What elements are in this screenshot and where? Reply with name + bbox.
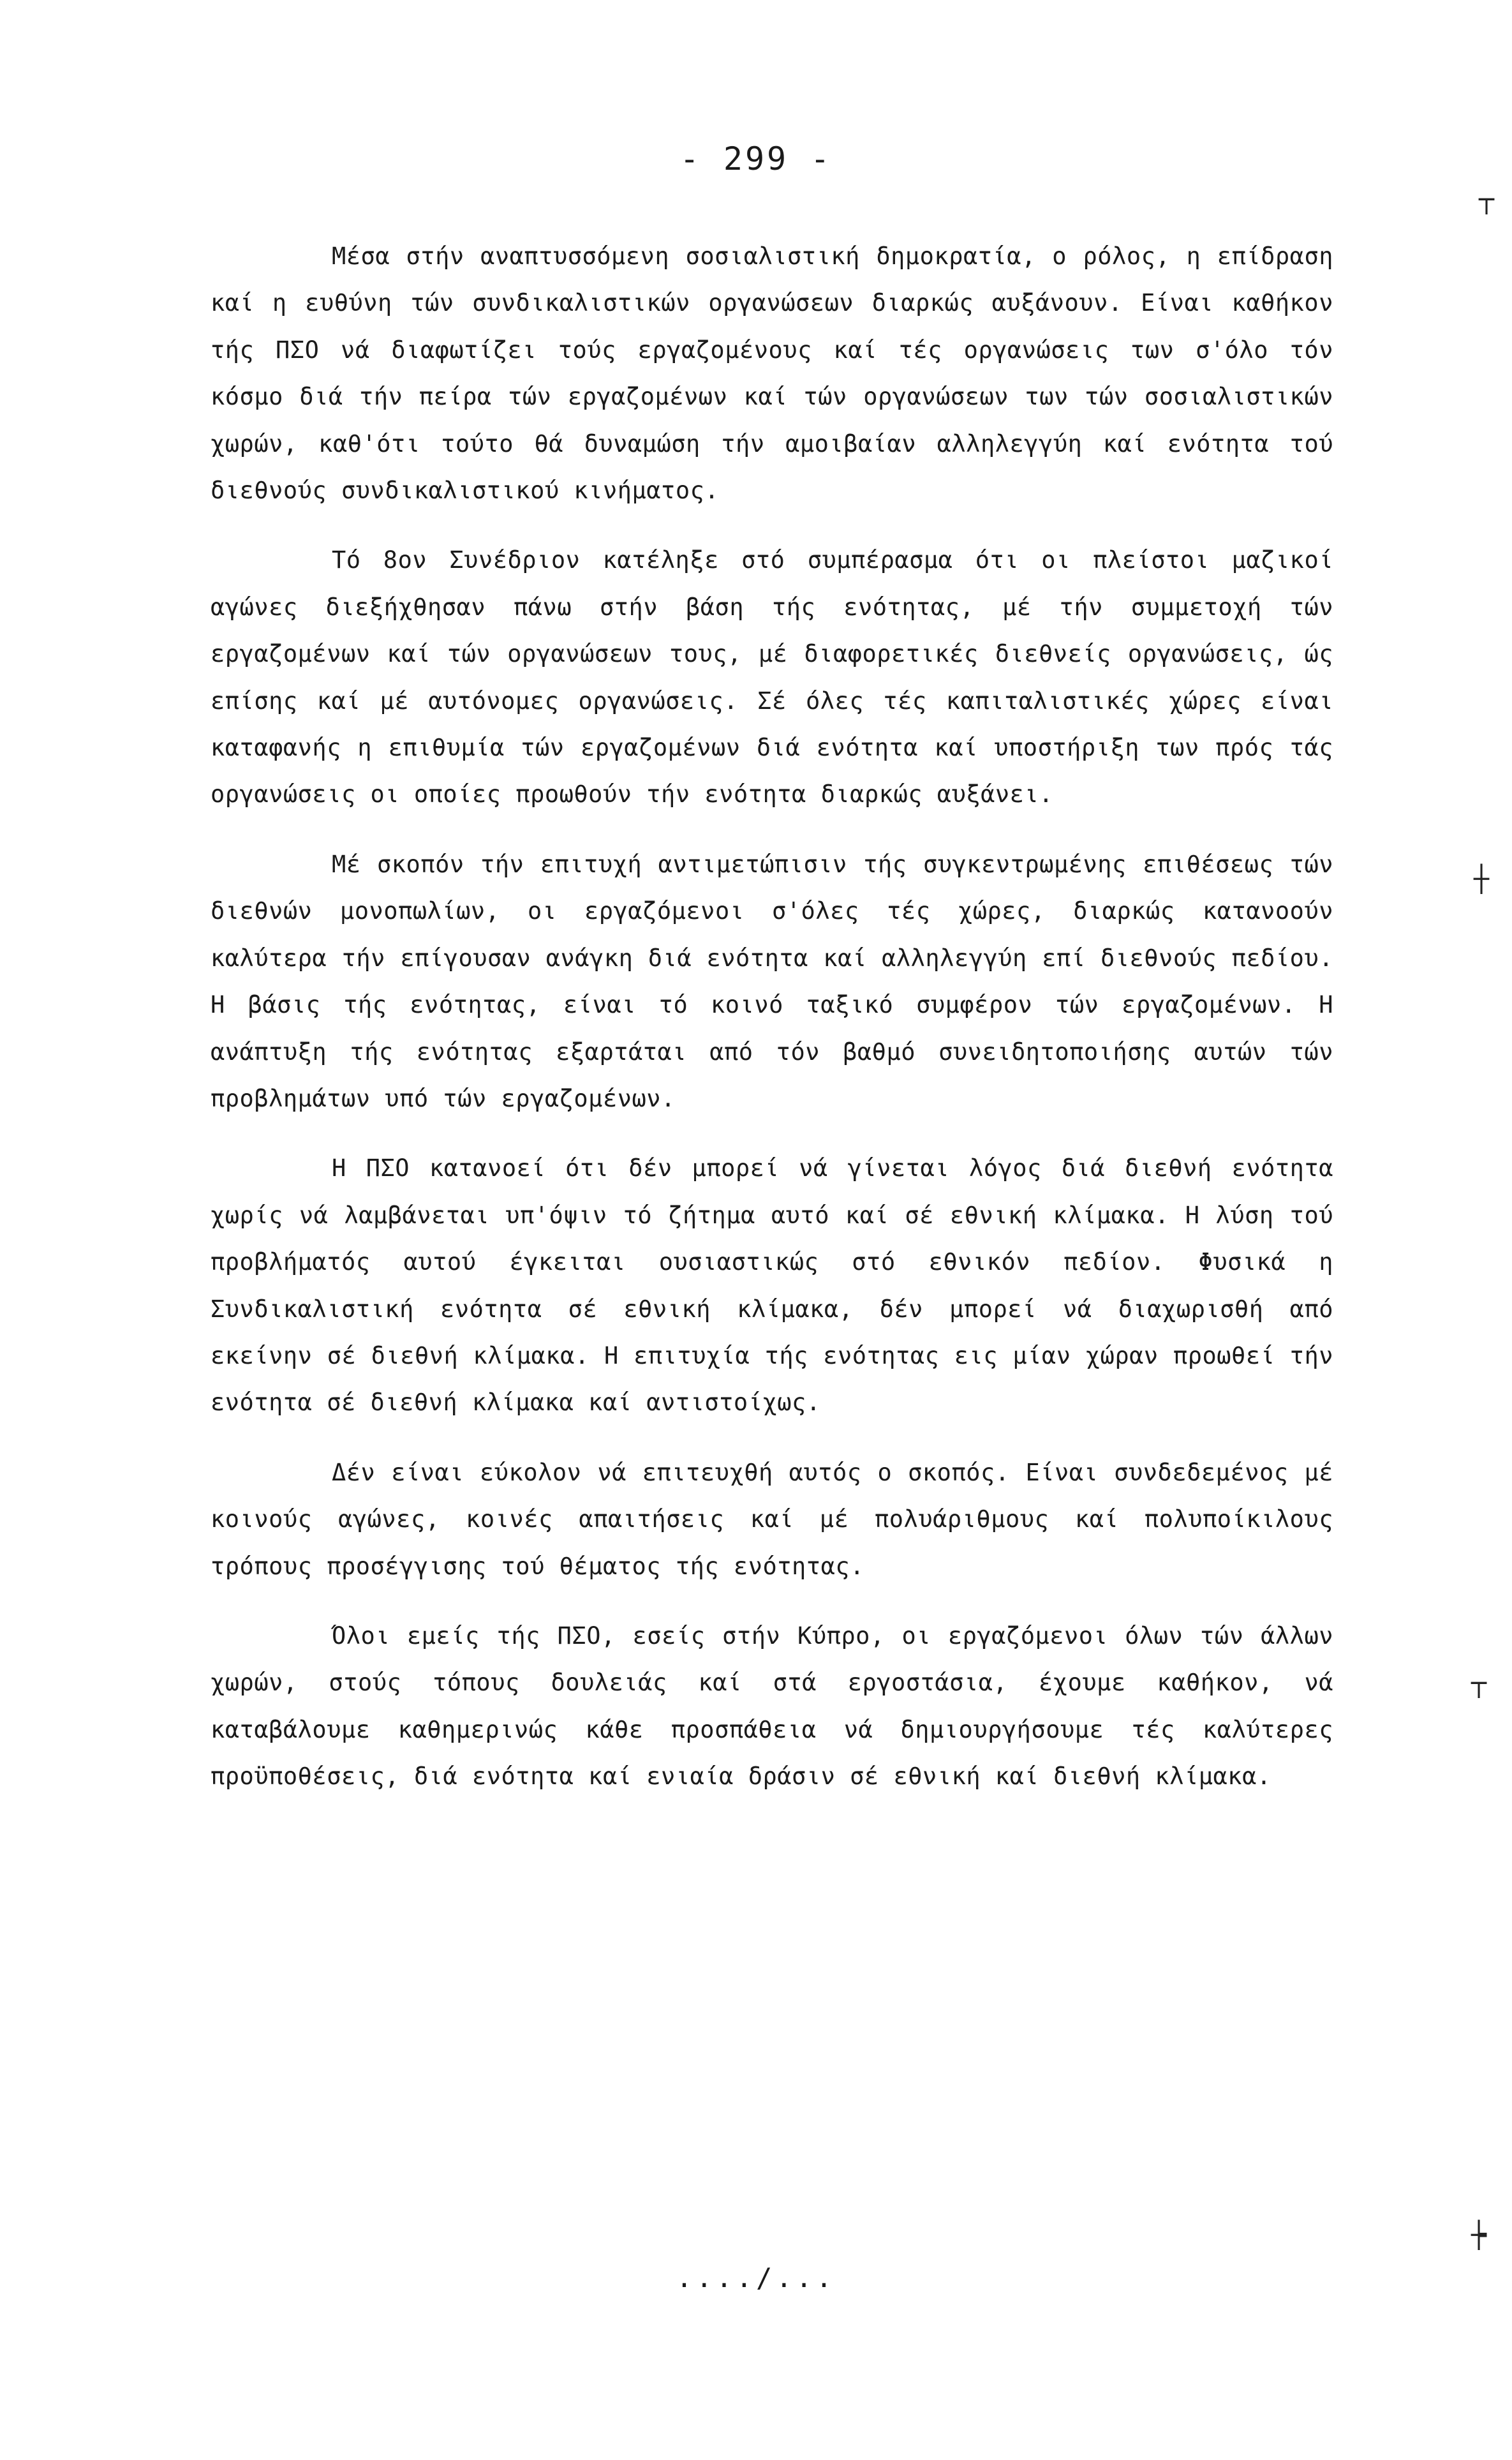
paragraph-2: Τό 8ον Συνέδριον κατέληξε στό συμπέρασμα ότι οι πλείστοι μαζικοί αγώνες διεξήχθησαν πάνω στήν βάση τής ενότητας, μέ τήν συμμετοχή τών εργαζομένων καί τών οργανώσεων τους, μέ διαφορετικές διεθνείς οργανώσεις, ώς επίσης καί μέ αυτόνομες οργανώσεις. Σέ όλες τές καπιταλιστικές χώρες είναι καταφανής η επιθυμία τών εργαζομένων διά ενότητα καί υποστήριξη των πρός τάς οργανώσεις οι οποίες προωθούν τήν ενότητα διαρκώς αυξάνει. [211, 546, 1333, 809]
paragraph-4: Η ΠΣΟ κατανοεί ότι δέν μπορεί νά γίνεται λόγος διά διεθνή ενότητα χωρίς νά λαμβάνεται υπ'όψιν τό ζήτημα αυτό καί σέ εθνική κλίμακα. Η λύση τού προβλήματός αυτού έγκειται ουσιαστικώς στό εθνικόν πεδίον. Φυσικά η Συνδικαλιστική ενότητα σέ εθνική κλίμακα, δέν μπορεί νά διαχωρισθή από εκείνην σέ διεθνή κλίμακα. Η επιτυχία τής ενότητας εις μίαν χώραν προωθεί τήν ενότητα σέ διεθνή κλίμακα καί αντιστοίχως. [211, 1154, 1333, 1417]
paragraph-6: Όλοι εμείς τής ΠΣΟ, εσείς στήν Κύπρο, οι εργαζόμενοι όλων τών άλλων χωρών, στούς τόπους δουλειάς καί στά εργοστάσια, έχουμε καθήκον, νά καταβάλουμε καθημερινώς κάθε προσπάθεια νά δημιουργήσουμε τές καλύτερες προϋποθέσεις, διά ενότητα καί ενιαία δράσιν σέ εθνική καί διεθνή κλίμακα. [211, 1621, 1333, 1791]
margin-cross-mark: ┾ [1471, 2221, 1487, 2250]
paragraph-3: Μέ σκοπόν τήν επιτυχή αντιμετώπισιν τής συγκεντρωμένης επιθέσεως τών διεθνών μονοπωλίων, οι εργαζόμενοι σ'όλες τές χώρες, διαρκώς κατανοούν καλύτερα τήν επίγουσαν ανάγκη διά ενότητα καί αλληλεγγύη επί διεθνούς πεδίου. Η βάσις τής ενότητας, είναι τό κοινό ταξικό συμφέρον τών εργαζομένων. Η ανάπτυξη τής ενότητας εξαρτάται από τόν βαθμό συνειδητοποιήσης αυτών τών προβλημάτων υπό τών εργαζομένων. [211, 850, 1333, 1112]
page-number: - 299 - [679, 140, 833, 177]
paragraph-5: Δέν είναι εύκολον νά επιτευχθή αυτός ο σκοπός. Είναι συνδεδεμένος μέ κοινούς αγώνες, κοινές απαιτήσεις καί μέ πολυάριθμους καί πολυποίκιλους τρόπους προσέγγισης τού θέματος τής ενότητας. [211, 1458, 1333, 1580]
continuation-mark: ..../... [676, 2262, 836, 2293]
margin-cross-mark: ┬ [1479, 185, 1495, 214]
margin-cross-mark: ┼ [1474, 865, 1490, 894]
margin-cross-mark: ┬ [1471, 1669, 1487, 1698]
paragraph-1: Μέσα στήν αναπτυσσόμενη σοσιαλιστική δημοκρατία, ο ρόλος, η επίδραση καί η ευθύνη τών συνδικαλιστικών οργανώσεων διαρκώς αυξάνουν. Είναι καθήκον τής ΠΣΟ νά διαφωτίζει τούς εργαζομένους καί τές οργανώσεις των σ'όλο τόν κόσμο διά τήν πείρα τών εργαζομένων καί τών οργανώσεων των τών σοσιαλιστικών χωρών, καθ'ότι τούτο θά δυναμώση τήν αμοιβαίαν αλληλεγγύη καί ενότητα τού διεθνούς συνδικαλιστικού κινήματος. [211, 242, 1333, 505]
body-text [211, 233, 1333, 1800]
